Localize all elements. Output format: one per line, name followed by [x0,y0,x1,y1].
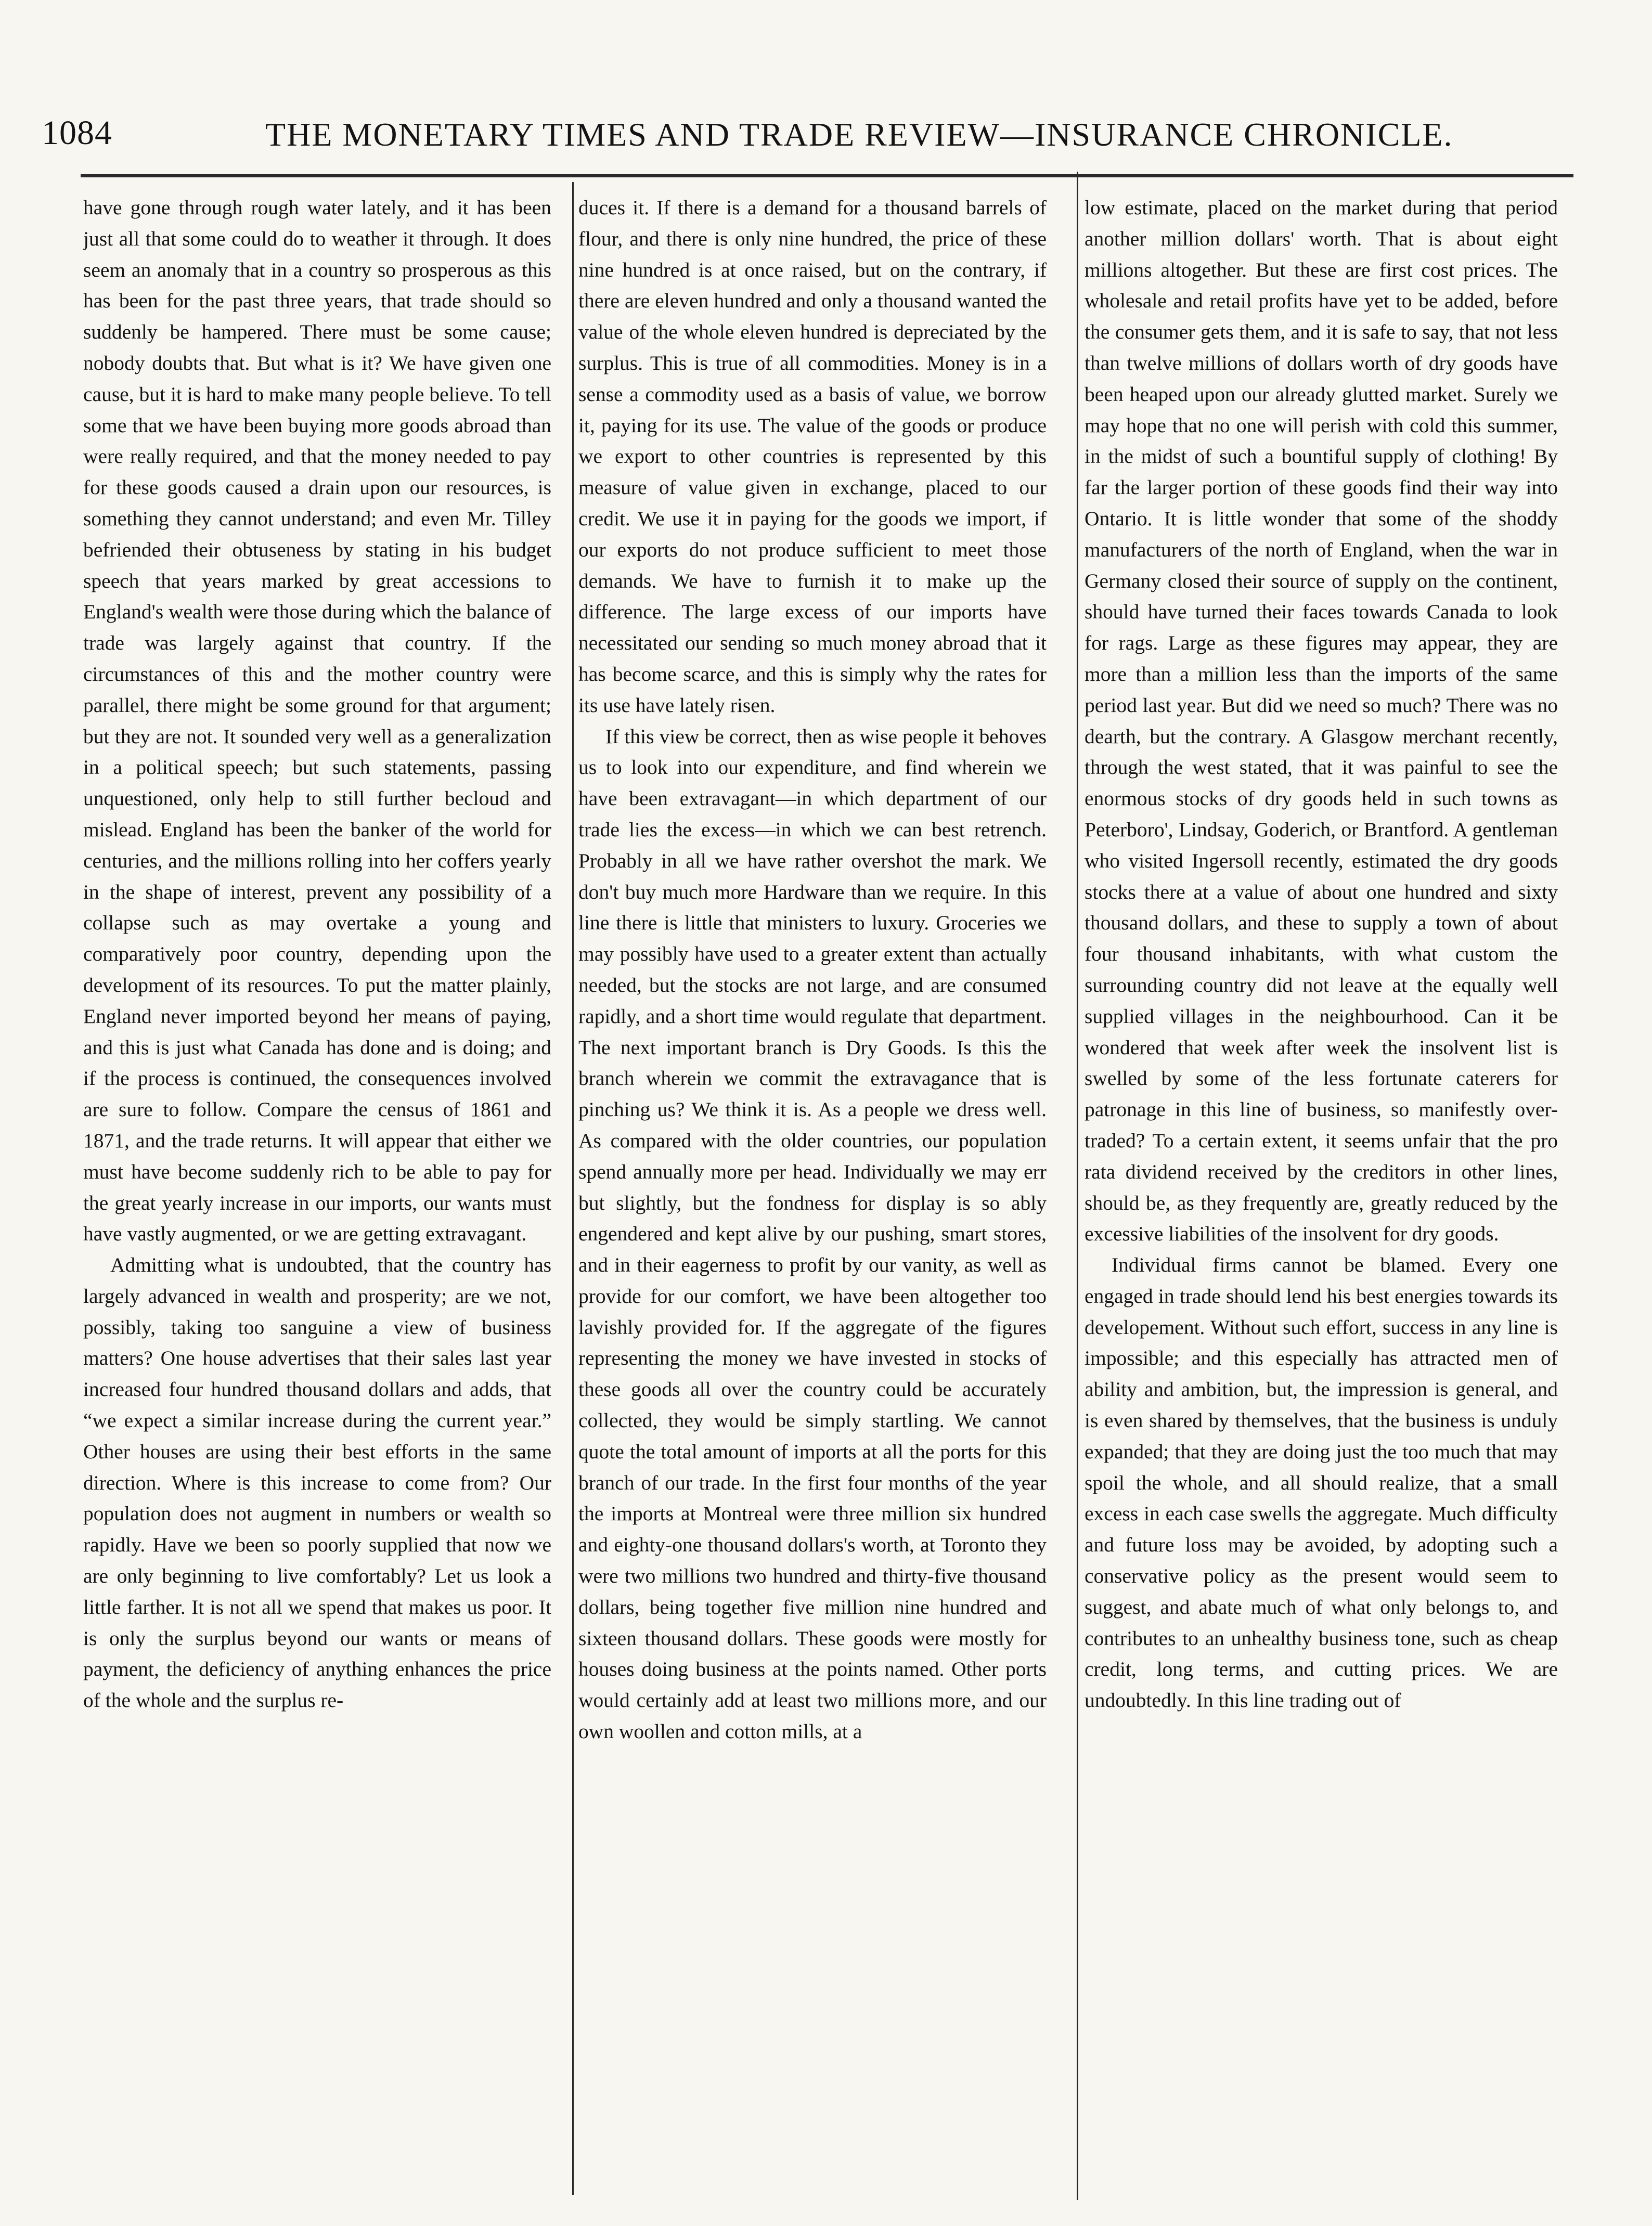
masthead-title: THE MONETARY TIMES AND TRADE REVIEW—INSURANCE CHRONICLE. [265,116,1453,153]
column-divider-2 [1077,172,1078,2200]
paragraph: duces it. If there is a demand for a thousand barrels of flour, and there is only nine hundred, the price of these nine hundred is at once raised, but on the contrary, if there are eleven hundred and only a thousand wanted the value of the whole eleven hundred is depreciated by the surplus. This is true of all commodities. Money is in a sense a commodity used as a basis of value, we borrow it, paying for its use. The value of the goods or produce we export to other countries is represented by this measure of value given in exchange, placed to our credit. We use it in paying for the goods we import, if our exports do not produce sufficient to meet those demands. We have to furnish it to make up the difference. The large excess of our imports have necessitated our sending so much money abroad that it has become scarce, and this is simply why the rates for its use have lately risen. [578,196,1047,717]
paragraph: Individual firms cannot be blamed. Every one engaged in trade should lend his best energies towards its developement. Without such effort, success in any line is impossible; and this especially has attracted men of ability and ambition, but, the impression is general, and is even shared by themselves, that the business is unduly expanded; that they are doing just the too much that may spoil the whole, and all should realize, that a small excess in each case swells the aggregate. Much difficulty and future loss may be avoided, by adopting such a conservative policy as the present would seem to suggest, and abate much of what only belongs to, and contributes to an unhealthy business tone, such as cheap credit, long terms, and cutting prices. We are undoubtedly. In this line trading out of [1085,1253,1558,1712]
page-header [42,104,1560,166]
paragraph: low estimate, placed on the market during that period another million dollars' worth. That is about eight millions altogether. But these are first cost prices. The wholesale and retail profits have yet to be added, before the consumer gets them, and it is safe to say, that not less than twelve millions of dollars worth of dry goods have been heaped upon our already glutted market. Surely we may hope that no one will perish with cold this summer, in the midst of such a bountiful supply of clothing! By far the larger portion of these goods find their way into Ontario. It is little wonder that some of the shoddy manufacturers of the north of England, when the war in Germany closed their source of supply on the continent, should have turned their faces towards Canada to look for rags. Large as these figures may appear, they are more than a million less than the imports of the same period last year. But did we need so much? There was no dearth, but the contrary. A Glasgow merchant recently, through the west stated, that it was painful to see the enormous stocks of dry goods held in such towns as Peterboro', Lindsay, Goderich, or Brantford. A gentleman who visited Ingersoll recently, estimated the dry goods stocks there at a value of about one hundred and sixty thousand dollars, and these to supply a town of about four thousand inhabitants, with what custom the surrounding country did not leave at the equally well supplied villages in the neighbourhood. Can it be wondered that week after week the insolvent list is swelled by some of the less fortunate caterers for patronage in this line of business, so manifestly over-traded? To a certain extent, it seems unfair that the pro rata dividend received by the creditors in other lines, should be, as they frequently are, greatly reduced by the excessive liabilities of the insolvent for dry goods. [1085,196,1558,1246]
header-rule [81,174,1573,177]
paragraph: have gone through rough water lately, and it has been just all that some could do to weather it through. It does seem an anomaly that in a country so prosperous as this has been for the past three years, that trade should so suddenly be hampered. There must be some cause; nobody doubts that. But what is it? We have given one cause, but it is hard to make many people believe. To tell some that we have been buying more goods abroad than were really required, and that the money needed to pay for these goods caused a drain upon our resources, is something they cannot understand; and even Mr. Tilley befriended their obtuseness by stating in his budget speech that years marked by great accessions to England's wealth were those during which the balance of trade was largely against that country. If the circumstances of this and the mother country were parallel, there might be some ground for that argument; but they are not. It sounded very well as a generalization in a political speech; but such statements, passing unquestioned, only help to still further becloud and mislead. England has been the banker of the world for centuries, and the millions rolling into her coffers yearly in the shape of interest, prevent any possibility of a collapse such as may overtake a young and comparatively poor country, depending upon the development of its resources. To put the matter plainly, England never imported beyond her means of paying, and this is just what Canada has done and is doing; and if the process is continued, the consequences involved are sure to follow. Compare the census of 1861 and 1871, and the trade returns. It will appear that either we must have become suddenly rich to be able to pay for the great yearly increase in our imports, our wants must have vastly augmented, or we are getting extravagant. [83,196,551,1246]
page-number: 1084 [42,114,112,152]
column-divider-1 [572,182,574,2195]
article-column-3 [1085,192,1558,2184]
article-column-1 [83,192,551,2184]
article-column-2 [578,192,1047,2184]
paragraph: If this view be correct, then as wise people it behoves us to look into our expenditure, and find wherein we have been extravagant—in which department of our trade lies the excess—in which we can best retrench. Probably in all we have rather overshot the mark. We don't buy much more Hardware than we require. In this line there is little that ministers to luxury. Groceries we may possibly have used to a greater extent than actually needed, but the stocks are not large, and are consumed rapidly, and a short time would regulate that department. The next important branch is Dry Goods. Is this the branch wherein we commit the extravagance that is pinching us? We think it is. As a people we dress well. As compared with the older countries, our population spend annually more per head. Individually we may err but slightly, but the fondness for display is so ably engendered and kept alive by our pushing, smart stores, and in their eagerness to profit by our vanity, as well as provide for our comfort, we have been altogether too lavishly provided for. If the aggregate of the figures representing the money we have invested in stocks of these goods all over the country could be accurately collected, they would be simply startling. We cannot quote the total amount of imports at all the ports for this branch of our trade. In the first four months of the year the imports at Montreal were three million six hundred and eighty-one thousand dollars's worth, at Toronto they were two millions two hundred and thirty-five thousand dollars, being together five million nine hundred and sixteen thousand dollars. These goods were mostly for houses doing business at the points named. Other ports would certainly add at least two millions more, and our own woollen and cotton mills, at a [578,724,1047,1743]
paragraph: Admitting what is undoubted, that the country has largely advanced in wealth and prosperity; are we not, possibly, taking too sanguine a view of business matters? One house advertises that their sales last year increased four hundred thousand dollars and adds, that “we expect a similar increase during the current year.” Other houses are using their best efforts in the same direction. Where is this increase to come from? Our population does not augment in numbers or wealth so rapidly. Have we been so poorly supplied that now we are only beginning to live comfortably? Let us look a little farther. It is not all we spend that makes us poor. It is only the surplus beyond our wants or means of payment, the deficiency of anything enhances the price of the whole and the surplus re- [83,1253,551,1712]
